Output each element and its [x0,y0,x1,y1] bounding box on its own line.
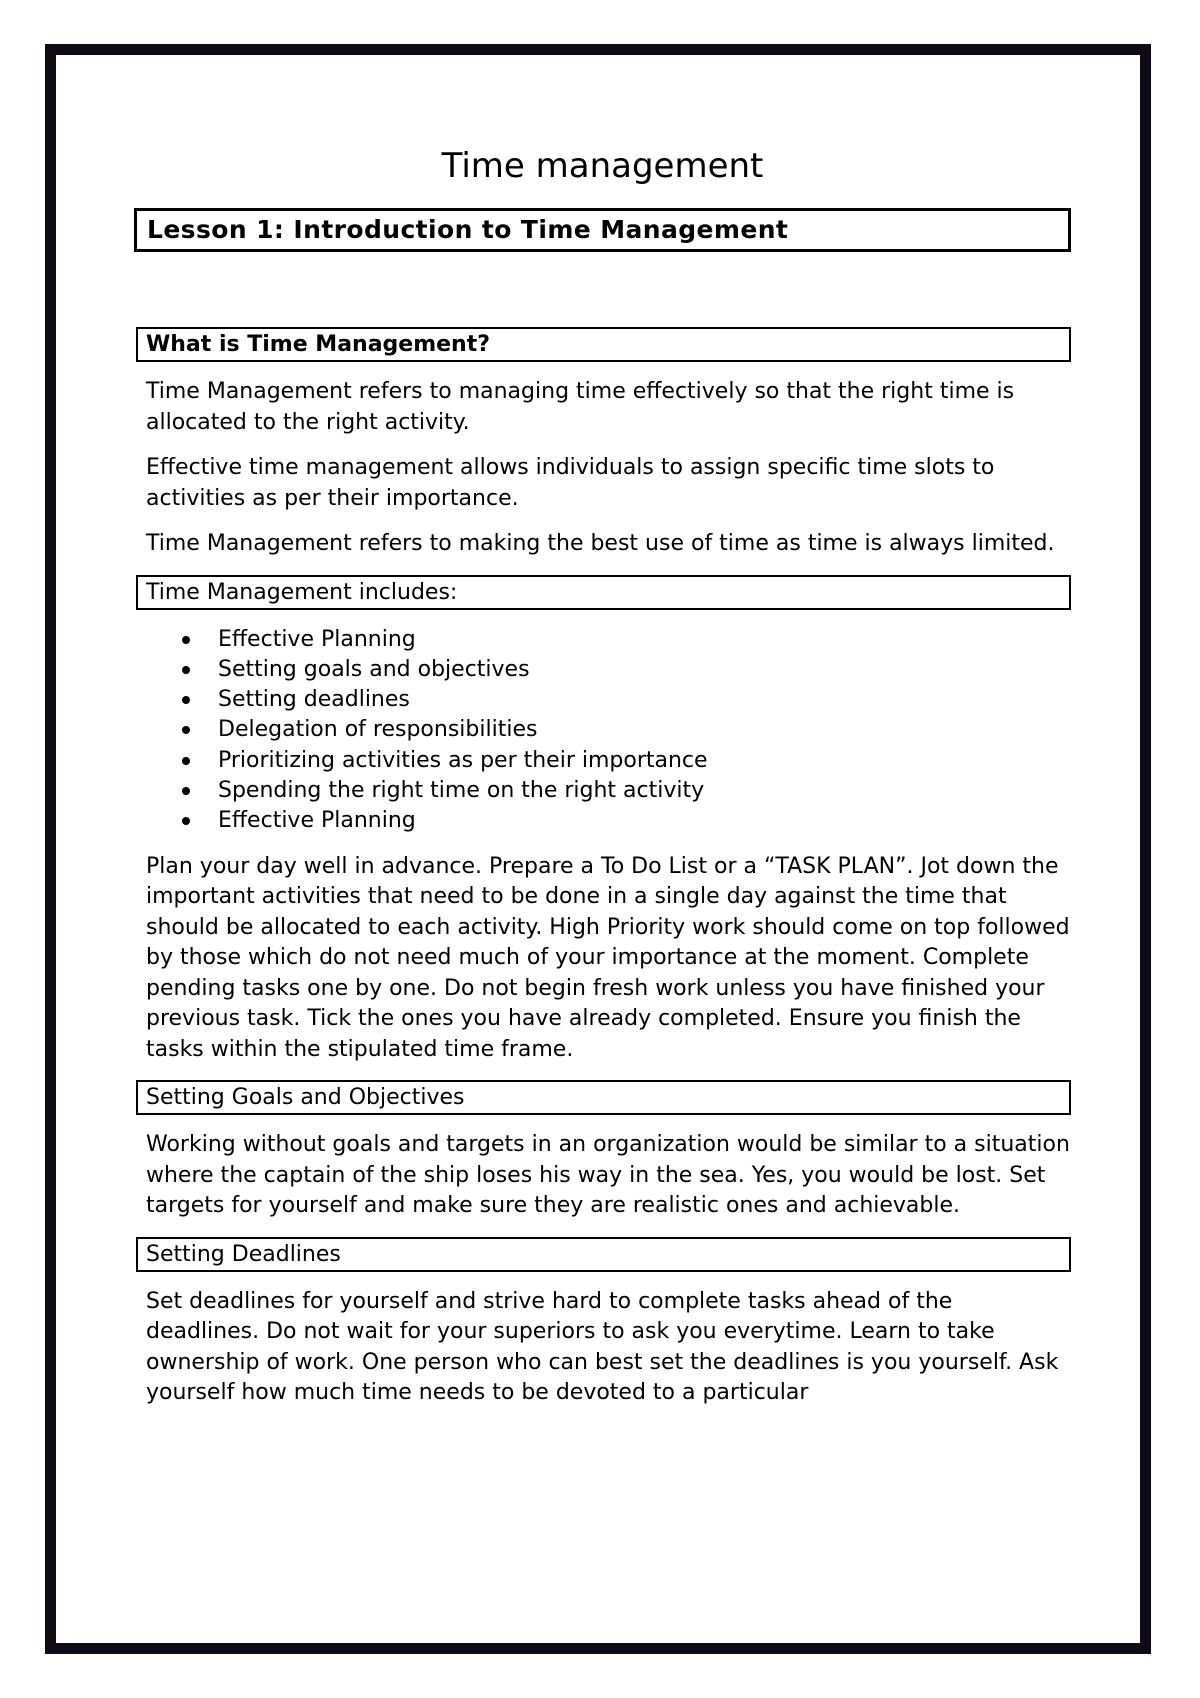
document-body [134,140,1071,1409]
lesson-heading: Lesson 1: Introduction to Time Management [134,208,1071,252]
list-item: Effective Planning [134,625,1071,655]
list-item: Setting goals and objectives [134,655,1071,685]
paragraph: Effective time management allows individuals to assign specific time slots to activities as per their importance. [146,455,995,511]
document-title: Time management [441,146,764,186]
paragraph: Time Management refers to making the best use of time as time is always limited. [146,531,1055,556]
paragraph: Time Management refers to managing time effectively so that the right time is allocated to the right activity. [146,379,1015,435]
list-item: Setting deadlines [134,685,1071,715]
list-item: Effective Planning [134,806,1071,836]
paragraph: Working without goals and targets in an organization would be similar to a situation where the captain of the ship loses his way in the sea. Yes, you would be lost. Set targets for yourself and make sure they are realistic ones and achievable. [146,1132,1070,1219]
paragraph: Set deadlines for yourself and strive hard to complete tasks ahead of the deadlines. Do not wait for your superiors to ask you everytime. Learn to take ownership of work. One person who can best set the deadlines is you yourself. Ask yourself how much time needs to be devoted to a particular [146,1288,1059,1406]
section-heading-goals: Setting Goals and Objectives [136,1080,1071,1115]
section-heading-what-is: What is Time Management? [136,327,1071,362]
list-item: Prioritizing activities as per their importance [134,746,1071,776]
paragraph: Plan your day well in advance. Prepare a To Do List or a “TASK PLAN”. Jot down the important activities that need to be done in a single day against the time that should be allocated to each activity. High Priority work should come on top followed by those which do not need much of your importance at the moment. Complete pending tasks one by one. Do not begin fresh work unless you have finished your previous task. Tick the ones you have already completed. Ensure you finish the tasks within the stipulated time frame. [146,853,1070,1062]
list-item: Delegation of responsibilities [134,715,1071,745]
list-item: Spending the right time on the right activity [134,776,1071,806]
section-heading-includes: Time Management includes: [136,575,1071,610]
includes-list [134,625,1071,837]
section-heading-deadlines: Setting Deadlines [136,1237,1071,1272]
